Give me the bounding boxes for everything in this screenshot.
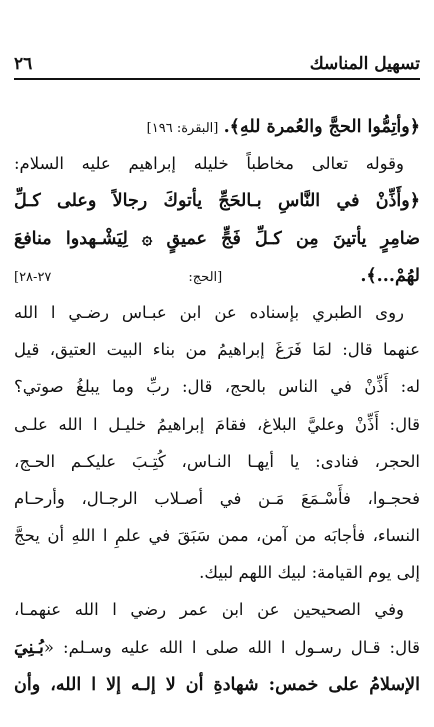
book-title: تسهيل المناسك (309, 54, 420, 74)
quran-verse-line (14, 257, 420, 294)
text-line (14, 443, 420, 480)
paragraph-text: إلى يوم القيامة: لبيك اللهم لبيك. (199, 563, 420, 583)
paragraph-text: عنهما قال: لمَا فَرَغَ إبراهيمُ من بناء البيت العتيق، قيل (14, 340, 420, 360)
quran-verse: لهُمْ...﴾. (360, 265, 420, 286)
page-number: ٢٦ (14, 54, 33, 74)
text-line (14, 406, 420, 443)
quran-verse: ﴿وأتِمُّوا الحجَّ والعُمرة للهِ﴾. (223, 117, 420, 137)
paragraph-text: وفي الصحيحين عن ابن عمر رضي ا الله عنهمـا، (14, 600, 404, 620)
text-line (14, 480, 420, 517)
paragraph-text: له: أَذِّنْ في الناس بالحج، قال: ربِّ وما يبلغُ صوتي؟ (14, 377, 420, 397)
paragraph-text: قال: أَذِّنْ وعليَّ البلاغ، فقامَ إبراهيمُ خليـل ا الله علـى (14, 414, 420, 434)
paragraph-text: وقوله تعالى مخاطباً خليله إبراهيم عليه السلام: (14, 154, 404, 174)
paragraph-text: فحجـوا، فأَسْـمَعَ مَـن في أصـلاب الرجـال، وأرحـام (14, 488, 420, 508)
hadith-text: الإسلامُ على خمس: شهادةِ أن لا إلـه إلا ا الله، وأن (14, 674, 420, 695)
text-line (14, 145, 420, 182)
text-line (14, 368, 420, 405)
quran-verse-line (14, 182, 420, 219)
page-header (14, 44, 420, 74)
text-line (14, 331, 420, 368)
verse-reference: [الحج: ٢٧-٢٨] (14, 269, 223, 285)
text-line (14, 517, 420, 554)
hadith-text: بُـنِيَ (14, 637, 44, 658)
quran-verse: ضامِرٍ يأتينَ مِن كـلِّ فَجٍّ عميقٍ ۞ لِيَشْـهدوا منافعَ (14, 228, 420, 249)
text-line (14, 591, 420, 628)
paragraph-text: الحجر، فنادى: يا أيهـا النـاس، كُتِـبَ عليكـم الحـج، (14, 451, 420, 471)
quran-verse-line (14, 220, 420, 257)
text-line (14, 629, 420, 666)
header-divider (14, 78, 420, 80)
quran-verse-line (14, 108, 420, 145)
paragraph-text: النساء، فأجابَه من آمن، ممن سَبَقَ في علمِ ا اللهِ أن يحجَّ (14, 526, 420, 546)
text-line (14, 554, 420, 591)
hadith-line (14, 666, 420, 703)
paragraph-text: قال: قـال رسـول ا الله صلى ا الله عليه وسـلم: « (43, 637, 420, 657)
verse-reference: [البقرة: ١٩٦] (146, 121, 219, 136)
text-line (14, 294, 420, 331)
quran-verse: ﴿وأَذِّنْ في النَّاسِ بـالحَجِّ يأتوكَ رجالاً وعلى كـلِّ (14, 191, 420, 212)
paragraph-text: روى الطبري بإسناده عن ابن عبـاس رضـي ا الله (14, 302, 404, 322)
page-body (14, 108, 420, 703)
